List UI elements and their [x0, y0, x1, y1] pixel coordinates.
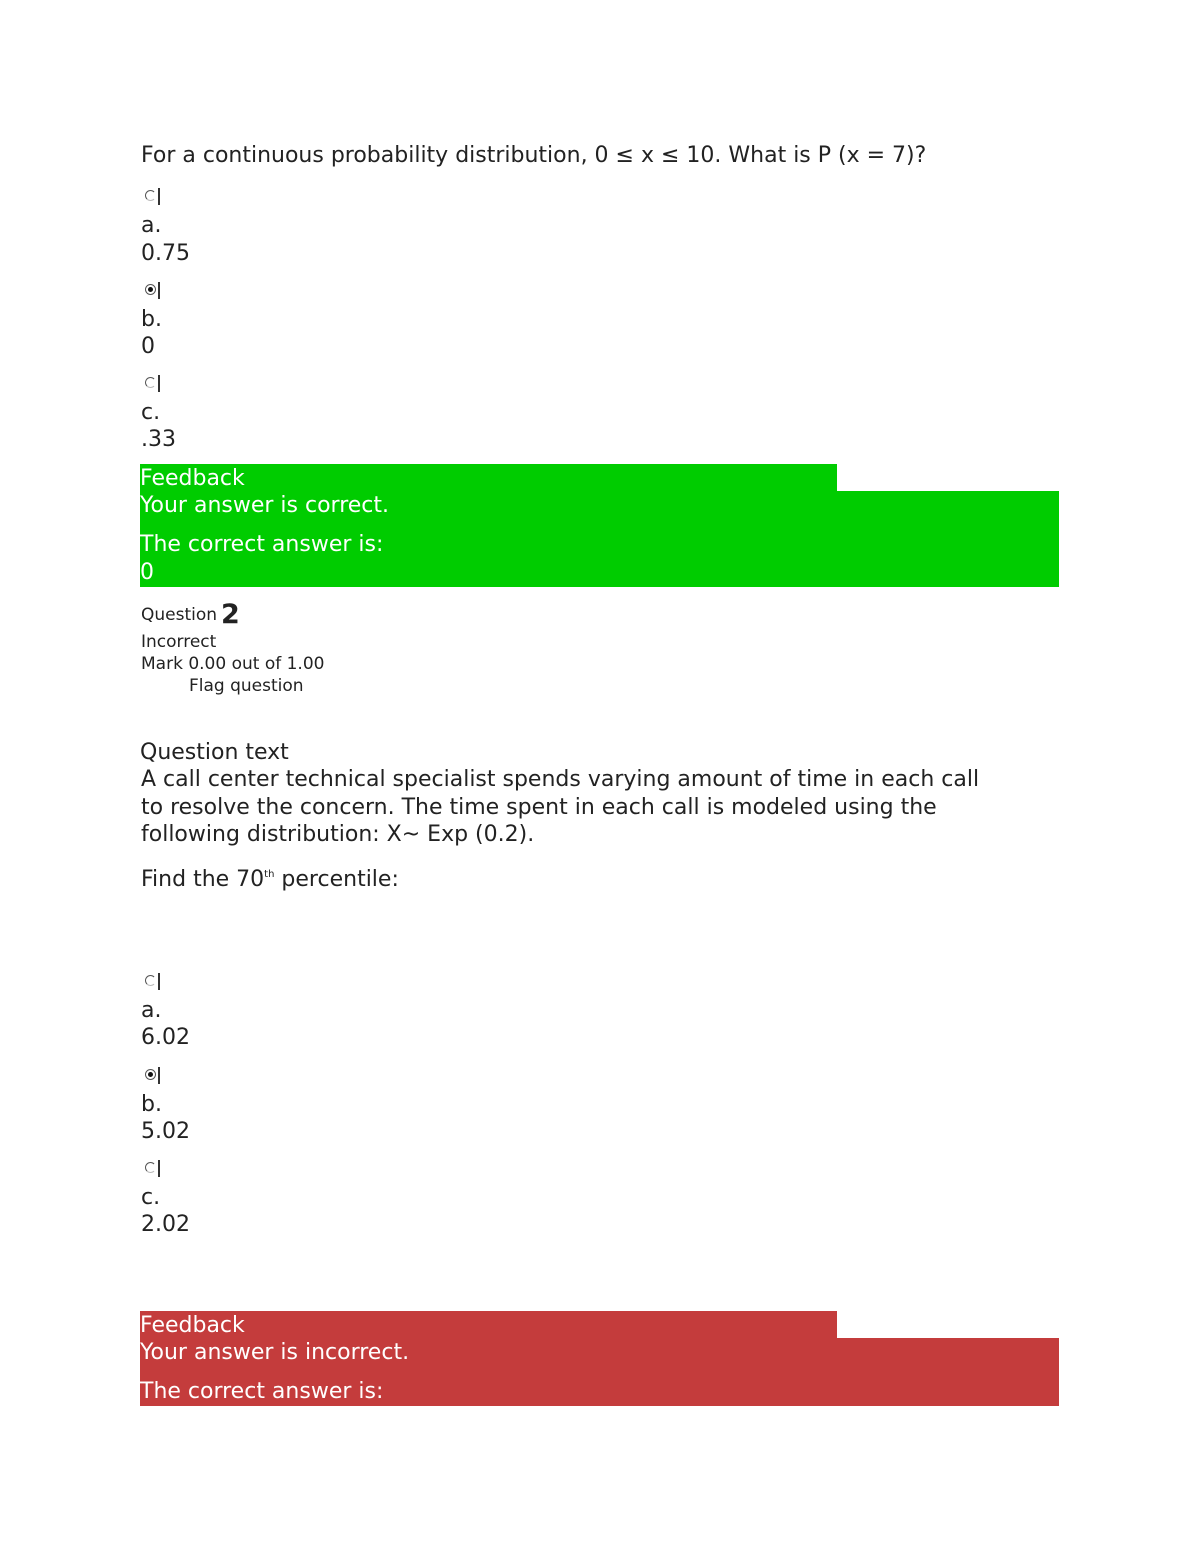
- question-1-text: For a continuous probability distribution, 0 ≤ x ≤ 10. What is P (x = 7)?: [141, 143, 927, 168]
- q2-option-a-letter: a.: [141, 998, 162, 1023]
- q2-option-a-value[interactable]: 6.02: [141, 1025, 190, 1050]
- q2-find-prompt: [141, 861, 399, 893]
- q2-option-c-value[interactable]: 2.02: [141, 1212, 190, 1237]
- q1-option-b-radio[interactable]: [143, 281, 163, 301]
- q1-option-c-letter: c.: [141, 400, 161, 425]
- q1-feedback-result: Your answer is correct.: [140, 493, 390, 518]
- q2-heading: Question text: [140, 740, 289, 765]
- q1-option-c-value[interactable]: .33: [141, 427, 176, 452]
- q1-option-b-value[interactable]: 0: [141, 334, 155, 359]
- q2-feedback-title: Feedback: [140, 1313, 245, 1338]
- q1-feedback-title: Feedback: [140, 466, 245, 491]
- q1-option-b-letter: b.: [141, 307, 162, 332]
- q2-option-b-value[interactable]: 5.02: [141, 1119, 190, 1144]
- q2-option-b-radio[interactable]: [143, 1066, 163, 1086]
- q2-number: 2: [221, 599, 240, 630]
- q2-label: Question: [141, 605, 218, 625]
- q2-option-c-radio[interactable]: [143, 1159, 163, 1179]
- q2-option-a-radio[interactable]: [143, 972, 163, 992]
- q1-option-a-letter: a.: [141, 213, 162, 238]
- q2-find-prefix: Find the 70: [141, 867, 265, 892]
- q1-option-a-value[interactable]: 0.75: [141, 241, 190, 266]
- q2-option-c-letter: c.: [141, 1185, 161, 1210]
- q1-feedback-correct-value: 0: [140, 560, 154, 585]
- q2-find-suffix: percentile:: [274, 867, 399, 892]
- q2-feedback-correct-label: The correct answer is:: [140, 1379, 384, 1404]
- q2-option-b-letter: b.: [141, 1092, 162, 1117]
- q2-text-line-2: to resolve the concern. The time spent in each call is modeled using the: [141, 795, 937, 820]
- q2-mark: Mark 0.00 out of 1.00: [141, 654, 325, 674]
- q1-option-a-radio[interactable]: [143, 187, 163, 207]
- q2-feedback-result: Your answer is incorrect.: [140, 1340, 410, 1365]
- q2-flag-question[interactable]: Flag question: [189, 676, 304, 696]
- q2-text-line-1: A call center technical specialist spends varying amount of time in each call: [141, 767, 980, 792]
- q2-info-header: [141, 599, 240, 630]
- q2-find-sup: th: [264, 869, 275, 880]
- q2-status: Incorrect: [141, 632, 217, 652]
- q1-option-c-radio[interactable]: [143, 374, 163, 394]
- q1-feedback-correct-label: The correct answer is:: [140, 532, 384, 557]
- q2-text-line-3: following distribution: X~ Exp (0.2).: [141, 822, 535, 847]
